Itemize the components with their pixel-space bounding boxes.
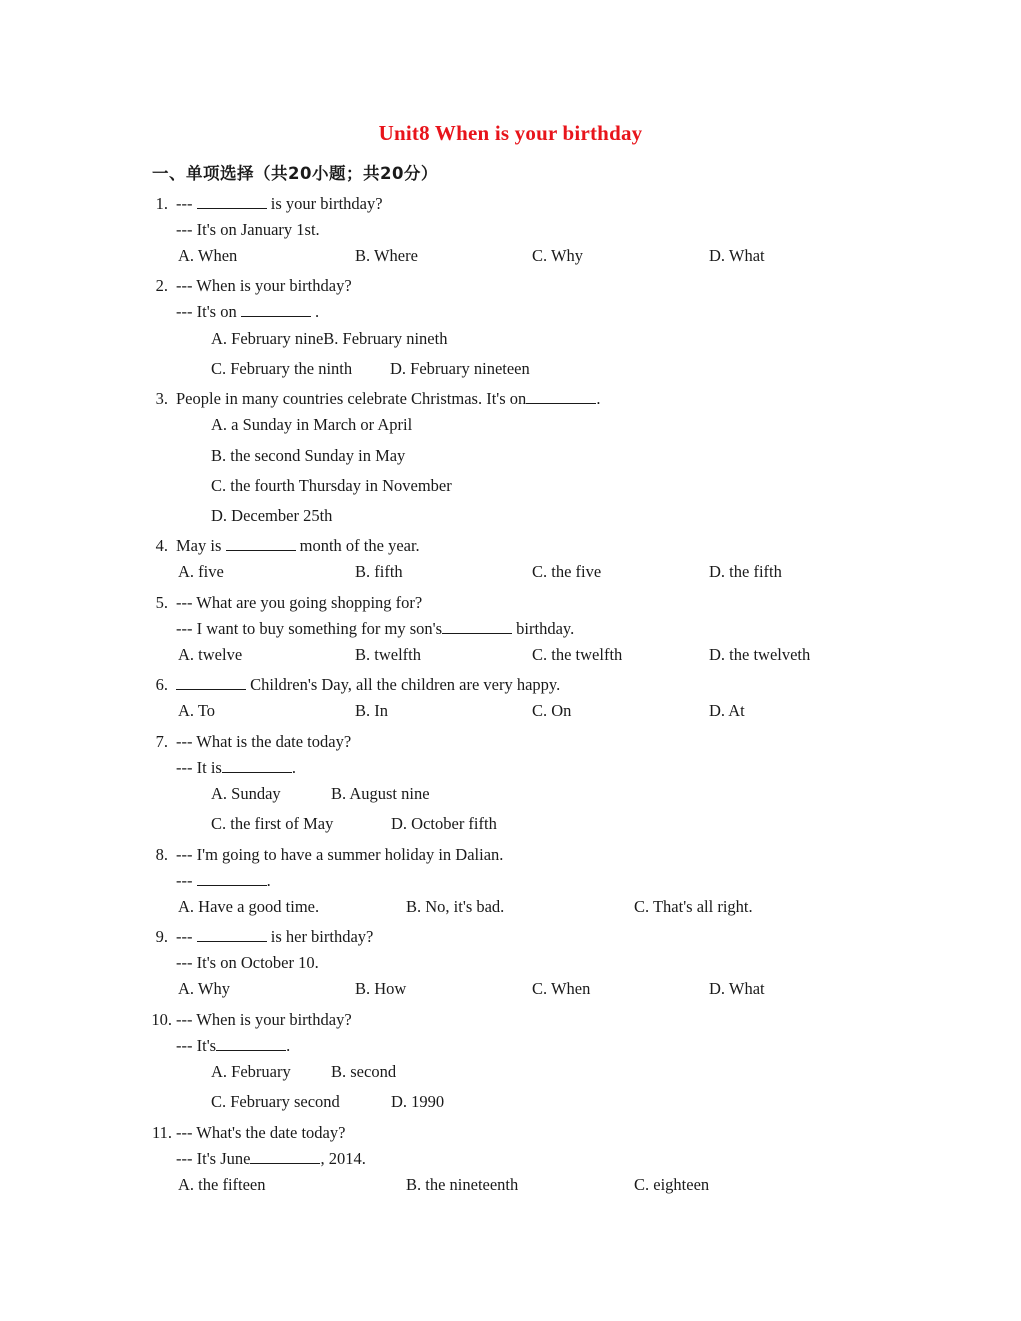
- question-stem: --- I'm going to have a summer holiday in Dalian.: [176, 845, 504, 864]
- option: B. No, it's bad.: [406, 897, 505, 916]
- stem-text: --- It is: [176, 758, 222, 777]
- option: B. fifth: [355, 562, 403, 581]
- option: D. What: [709, 979, 765, 998]
- question-stem: --- What are you going shopping for?: [176, 593, 423, 612]
- answer-line: --- It's on January 1st.: [176, 220, 320, 239]
- option: C. On: [532, 701, 572, 720]
- option: D. At: [709, 701, 745, 720]
- option: A. To: [178, 701, 216, 720]
- option: D. December 25th: [211, 506, 333, 525]
- document-title: Unit8 When is your birthday: [378, 121, 643, 145]
- question-stem: --- What's the date today?: [176, 1123, 346, 1142]
- answer-blank: [442, 619, 512, 634]
- stem-text: ---: [176, 927, 193, 946]
- answer-blank: [241, 302, 311, 317]
- answer-blank: [216, 1036, 286, 1051]
- stem-text: .: [314, 302, 320, 321]
- answer-line: [176, 1036, 290, 1056]
- stem-text: ---: [176, 194, 193, 213]
- question-number: 6.: [155, 675, 168, 694]
- stem-text: month of the year.: [299, 536, 420, 555]
- question-number: 8.: [155, 845, 168, 864]
- option: B. How: [355, 979, 407, 998]
- option: B. August nine: [331, 784, 430, 803]
- question-number: 11.: [151, 1123, 172, 1142]
- option: C. the fourth Thursday in November: [211, 476, 452, 495]
- option: A. Have a good time.: [178, 897, 320, 916]
- option: D. the twelveth: [709, 645, 811, 664]
- section-heading: 一、单项选择（共20小题；共20分）: [152, 164, 438, 183]
- question-number: 3.: [155, 389, 168, 408]
- stem-text: .: [266, 871, 271, 890]
- stem-text: .: [596, 389, 601, 408]
- stem-text: , 2014.: [320, 1149, 366, 1168]
- question-stem: [176, 675, 560, 695]
- option: B. twelfth: [355, 645, 421, 664]
- question-number: 1.: [155, 194, 168, 213]
- option: D. What: [709, 246, 765, 265]
- option: A. When: [178, 246, 238, 265]
- stem-text: ---: [176, 871, 193, 890]
- option: C. eighteen: [634, 1175, 710, 1194]
- option: A. Sunday: [211, 784, 281, 803]
- option: B. second: [331, 1062, 397, 1081]
- answer-blank: [250, 1149, 320, 1164]
- answer-line: [176, 302, 319, 322]
- option: D. the fifth: [709, 562, 782, 581]
- stem-text: Children's Day, all the children are very happy.: [250, 675, 561, 694]
- option: C. February the ninth: [211, 359, 353, 378]
- option: C. That's all right.: [634, 897, 753, 916]
- stem-text: --- I want to buy something for my son's: [176, 619, 443, 638]
- option: A. the fifteen: [178, 1175, 266, 1194]
- question-stem: --- When is your birthday?: [176, 276, 352, 295]
- stem-text: is her birthday?: [270, 927, 374, 946]
- question-number: 4.: [155, 536, 168, 555]
- question-stem: [176, 927, 373, 947]
- answer-blank: [226, 536, 296, 551]
- stem-text: --- It's on: [176, 302, 237, 321]
- option: C. Why: [532, 246, 584, 265]
- question-stem: --- When is your birthday?: [176, 1010, 352, 1029]
- question-stem: [176, 194, 383, 214]
- option: B. Where: [355, 246, 418, 265]
- option: A. a Sunday in March or April: [211, 415, 413, 434]
- answer-line: [176, 758, 296, 778]
- answer-blank: [526, 389, 596, 404]
- option: D. February nineteen: [390, 359, 530, 378]
- stem-text: is your birthday?: [270, 194, 383, 213]
- option: A. February: [211, 1062, 291, 1081]
- option: C. the five: [532, 562, 602, 581]
- answer-blank: [176, 675, 246, 690]
- question-number: 2.: [155, 276, 168, 295]
- option: A. five: [178, 562, 224, 581]
- question-number: 5.: [155, 593, 168, 612]
- question-stem: --- What is the date today?: [176, 732, 352, 751]
- stem-text: May is: [176, 536, 222, 555]
- stem-text: birthday.: [516, 619, 575, 638]
- option: B. In: [355, 701, 388, 720]
- option: C. the twelfth: [532, 645, 623, 664]
- option: D. 1990: [391, 1092, 445, 1111]
- option: B. the second Sunday in May: [211, 446, 406, 465]
- stem-text: .: [286, 1036, 291, 1055]
- option-row: [211, 329, 447, 349]
- question-stem: [176, 536, 420, 556]
- question-number: 7.: [155, 732, 168, 751]
- answer-line: --- It's on October 10.: [176, 953, 319, 972]
- option: B. the nineteenth: [406, 1175, 519, 1194]
- question-number: 9.: [155, 927, 168, 946]
- answer-line: [176, 1149, 366, 1169]
- stem-text: .: [291, 758, 296, 777]
- option: A. February nine: [211, 329, 324, 348]
- stem-text: --- It's: [176, 1036, 217, 1055]
- answer-line: [176, 871, 271, 891]
- option: A. twelve: [178, 645, 243, 664]
- option: C. February second: [211, 1092, 340, 1111]
- option: B. February nineth: [323, 329, 448, 348]
- stem-text: --- It's June: [176, 1149, 251, 1168]
- option: A. Why: [178, 979, 230, 998]
- answer-blank: [222, 758, 292, 773]
- answer-blank: [197, 194, 267, 209]
- answer-blank: [197, 871, 267, 886]
- question-number: 10.: [151, 1010, 172, 1029]
- option: C. the first of May: [211, 814, 334, 833]
- option: C. When: [532, 979, 591, 998]
- answer-blank: [197, 927, 267, 942]
- question-stem: [176, 389, 600, 409]
- answer-line: [176, 619, 574, 639]
- option: D. October fifth: [391, 814, 497, 833]
- stem-text: People in many countries celebrate Christmas. It's on: [176, 389, 527, 408]
